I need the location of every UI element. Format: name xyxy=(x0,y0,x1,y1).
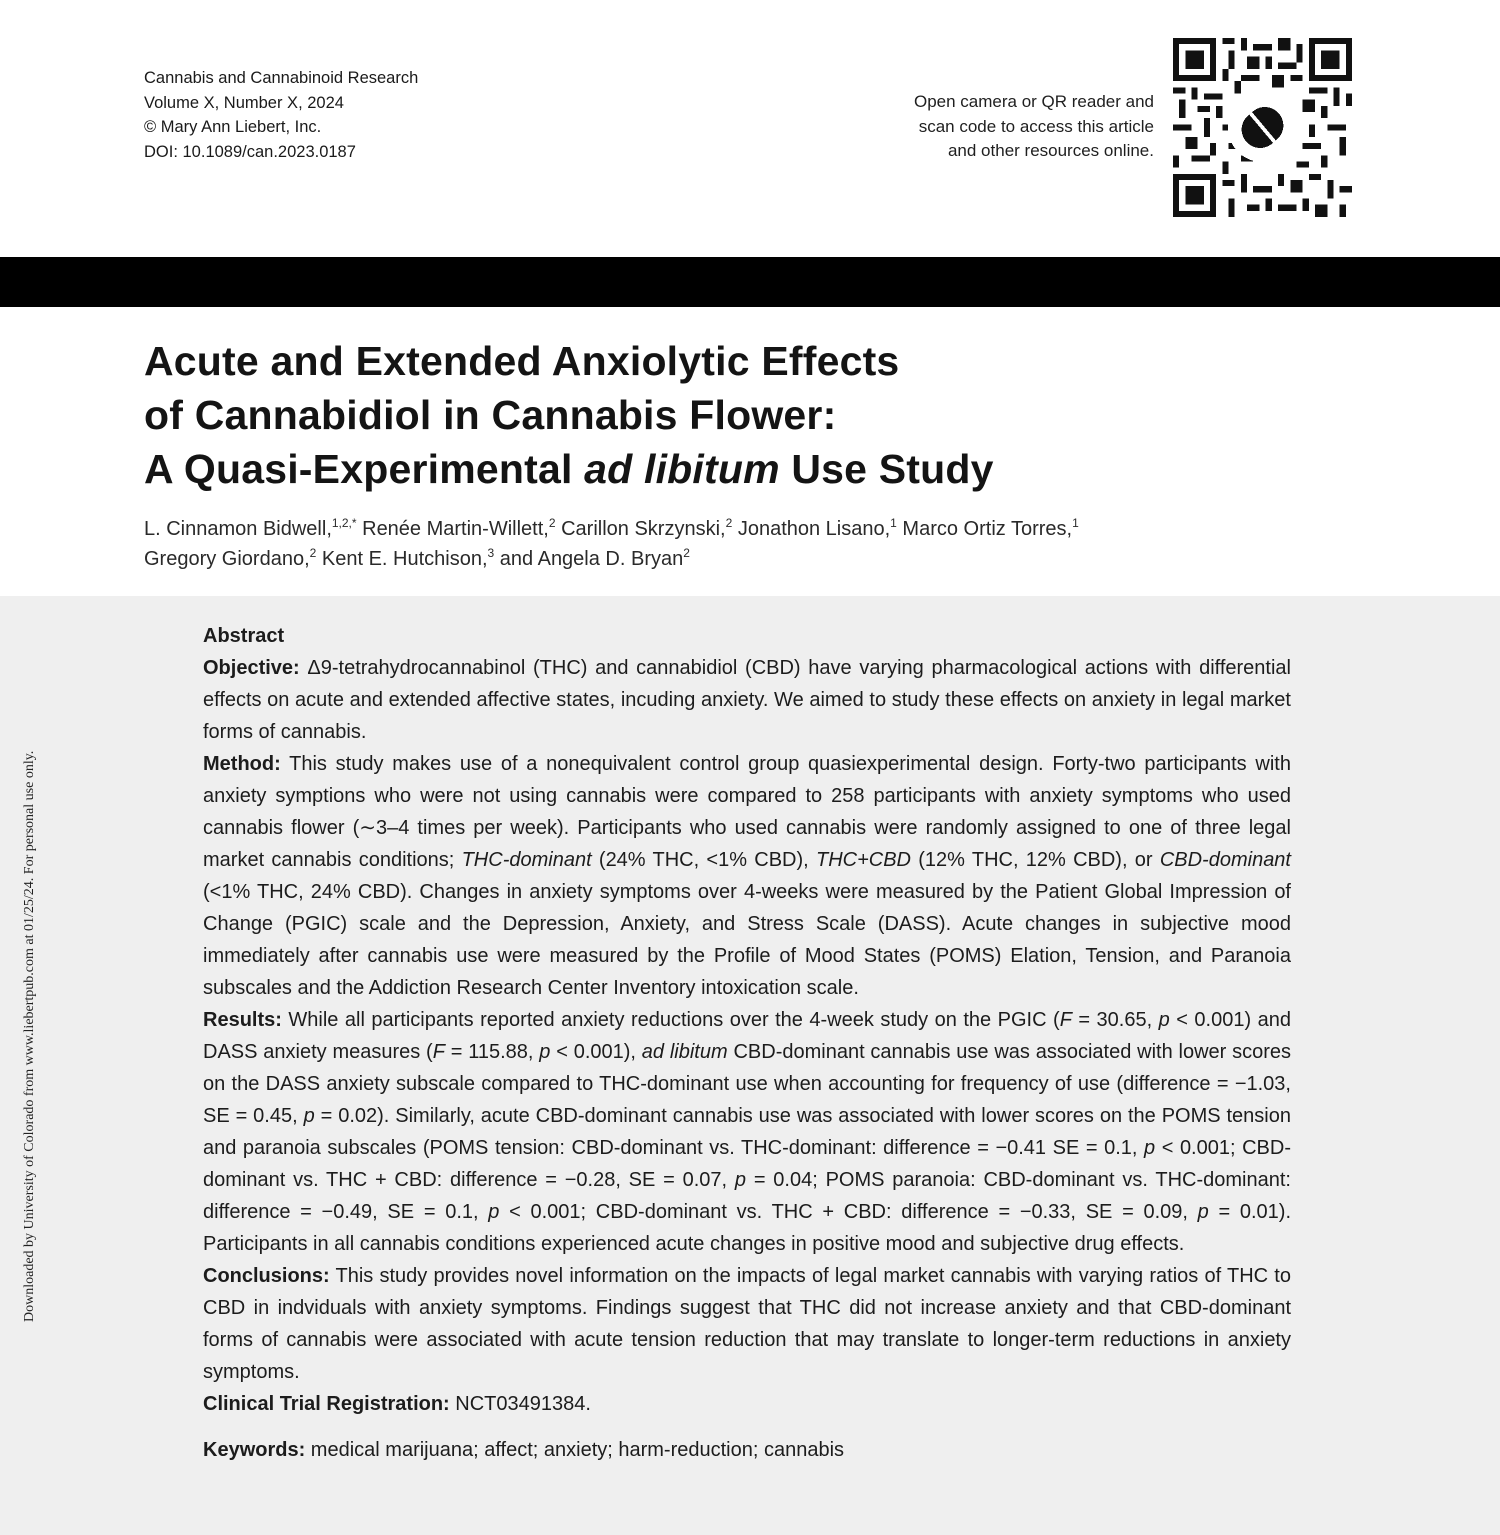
stat-symbol: F xyxy=(432,1041,445,1063)
clinical-trial-registration xyxy=(203,1388,1291,1420)
abstract-heading: Abstract xyxy=(203,625,285,647)
section-text: CBD-dominant cannabis use was associated with lower scores on the DASS anxiety subscale compared to THC-dominant use when accounting for frequency of use (difference = −1.03, SE = 0.45, xyxy=(203,1041,1292,1127)
title-italic-fragment: ad libitum xyxy=(584,446,780,492)
keywords xyxy=(203,1434,1291,1466)
stat-symbol: F xyxy=(1059,1009,1072,1031)
section-text: = 0.04; POMS paranoia: CBD-dominant vs. THC-dominant: difference = −0.49, SE = 0.1, xyxy=(203,1169,1291,1223)
journal-doi[interactable]: DOI: 10.1089/can.2023.0187 xyxy=(144,142,356,161)
title-line xyxy=(144,442,1294,496)
author-name: and Angela D. Bryan xyxy=(494,548,684,570)
condition-name: CBD-dominant xyxy=(1159,849,1291,871)
italic-term: ad libitum xyxy=(641,1041,728,1063)
section-text: = 115.88, xyxy=(444,1041,540,1063)
section-label: Keywords: xyxy=(203,1439,306,1461)
author-name: L. Cinnamon Bidwell, xyxy=(144,518,332,540)
section-label: Method: xyxy=(203,753,281,775)
section-text: < 0.001; CBD-dominant vs. THC + CBD: difference = −0.28, SE = 0.07, xyxy=(203,1137,1291,1191)
author-name: Carillon Skrzynski, xyxy=(555,518,726,540)
author-affiliation: 2 xyxy=(309,546,317,560)
section-label: Results: xyxy=(203,1009,282,1031)
author-affiliation: 1,2,* xyxy=(331,516,357,530)
stat-symbol: p xyxy=(1144,1137,1156,1159)
section-text: < 0.001), xyxy=(550,1041,642,1063)
author-affiliation: 2 xyxy=(548,516,556,530)
section-text: = 30.65, xyxy=(1071,1009,1159,1031)
section-text: Δ9-tetrahydrocannabinol (THC) and cannabidiol (CBD) have varying pharmacological actions with differential effects on acute and extended affective states, incuding anxiety. We aimed to study these effects on anxiety in legal market forms of cannabis. xyxy=(203,657,1291,743)
title-line: Acute and Extended Anxiolytic Effects xyxy=(144,338,900,384)
abstract-method xyxy=(203,748,1291,1004)
section-text: (12% THC, 12% CBD), or xyxy=(911,849,1160,871)
stat-symbol: p xyxy=(1158,1009,1170,1031)
title-line: of Cannabidiol in Cannabis Flower: xyxy=(144,392,837,438)
section-text: < 0.001; CBD-dominant vs. THC + CBD: difference = −0.33, SE = 0.09, xyxy=(499,1201,1198,1223)
keyword-list: medical marijuana; affect; anxiety; harm-reduction; cannabis xyxy=(305,1439,845,1461)
abstract xyxy=(203,620,1291,1466)
qr-instructions-line: and other resources online. xyxy=(947,141,1154,160)
qr-code-icon[interactable] xyxy=(1172,38,1353,217)
stat-symbol: p xyxy=(1197,1201,1209,1223)
title-fragment: Use Study xyxy=(779,446,994,492)
stat-symbol: p xyxy=(488,1201,500,1223)
journal-publisher: © Mary Ann Liebert, Inc. xyxy=(144,118,322,136)
author-affiliation: 2 xyxy=(725,516,733,530)
download-notice: Downloaded by University of Colorado from www.liebertpub.com at 01/25/24. For personal use only. xyxy=(22,750,37,1322)
author-name: Marco Ortiz Torres, xyxy=(896,518,1073,540)
author-affiliation: 1 xyxy=(1072,516,1079,530)
abstract-objective xyxy=(203,652,1291,748)
section-label: Objective: xyxy=(203,657,300,679)
abstract-results xyxy=(203,1004,1291,1260)
stat-symbol: p xyxy=(734,1169,747,1191)
stat-symbol: p xyxy=(539,1041,551,1063)
condition-name: THC+CBD xyxy=(815,849,911,871)
author-name: Kent E. Hutchison, xyxy=(316,548,488,570)
section-text: = 0.01). Participants in all cannabis conditions experienced acute changes in positive mood and subjective drug effects. xyxy=(203,1201,1292,1255)
section-text: While all participants reported anxiety reductions over the 4-week study on the PGIC ( xyxy=(281,1009,1060,1031)
condition-name: THC-dominant xyxy=(461,849,592,871)
qr-instructions-line: Open camera or QR reader and xyxy=(913,92,1154,111)
header-band xyxy=(0,257,1500,307)
section-text: (<1% THC, 24% CBD). Changes in anxiety symptoms over 4-weeks were measured by the Patient Global Impression of Change (PGIC) scale and the Depression, Anxiety, and Stress Scale (DASS). Acute changes in subjective mood immediately after cannabis use were measured by the Profile of Mood States (POMS) Elation, Tension, and Paranoia subscales and the Addiction Research Center Inventory intoxication scale. xyxy=(203,881,1291,999)
section-text: This study makes use of a nonequivalent control group quasiexperimental design. Forty-two participants with anxiety symptions who were not using cannabis were compared to 258 participants with anxiety symptoms who used cannabis flower (∼3–4 times per week). Participants who used cannabis were randomly assigned to one of three legal market cannabis conditions; xyxy=(203,753,1291,871)
section-text: < 0.001) and DASS anxiety measures ( xyxy=(203,1009,1291,1063)
author-affiliation: 3 xyxy=(487,546,495,560)
qr-instructions xyxy=(854,90,1154,164)
stat-symbol: p xyxy=(303,1105,315,1127)
trial-id[interactable]: NCT03491384. xyxy=(449,1393,591,1415)
author-name: Jonathon Lisano, xyxy=(732,518,891,540)
qr-instructions-line: scan code to access this article xyxy=(918,116,1154,136)
author-affiliation: 1 xyxy=(890,516,897,530)
author-name: Renée Martin-Willett, xyxy=(356,518,549,540)
section-label: Conclusions: xyxy=(203,1265,330,1287)
section-text: = 0.02). Similarly, acute CBD-dominant cannabis use was associated with lower scores on the POMS tension and paranoia subscales (POMS tension: CBD-dominant vs. THC-dominant: difference = −0.41 SE = 0.1, xyxy=(203,1105,1291,1159)
title-fragment: A Quasi-Experimental xyxy=(144,446,585,492)
author-name: Gregory Giordano, xyxy=(144,548,310,570)
section-text: This study provides novel information on the impacts of legal market cannabis with varying ratios of THC to CBD in indviduals with anxiety symptoms. Findings suggest that THC did not increase anxiety and that CBD-dominant forms of cannabis were associated with acute tension reduction that may translate to longer-term reductions in anxiety symptoms. xyxy=(203,1265,1291,1383)
journal-volume: Volume X, Number X, 2024 xyxy=(144,93,344,112)
author-affiliation: 2 xyxy=(683,546,690,560)
section-text: (24% THC, <1% CBD), xyxy=(591,849,816,871)
abstract-conclusions xyxy=(203,1260,1291,1388)
journal-name: Cannabis and Cannabinoid Research xyxy=(144,69,419,87)
article-title xyxy=(144,334,1294,496)
author-list xyxy=(144,514,1344,574)
journal-info xyxy=(144,66,418,164)
section-label: Clinical Trial Registration: xyxy=(203,1393,450,1415)
